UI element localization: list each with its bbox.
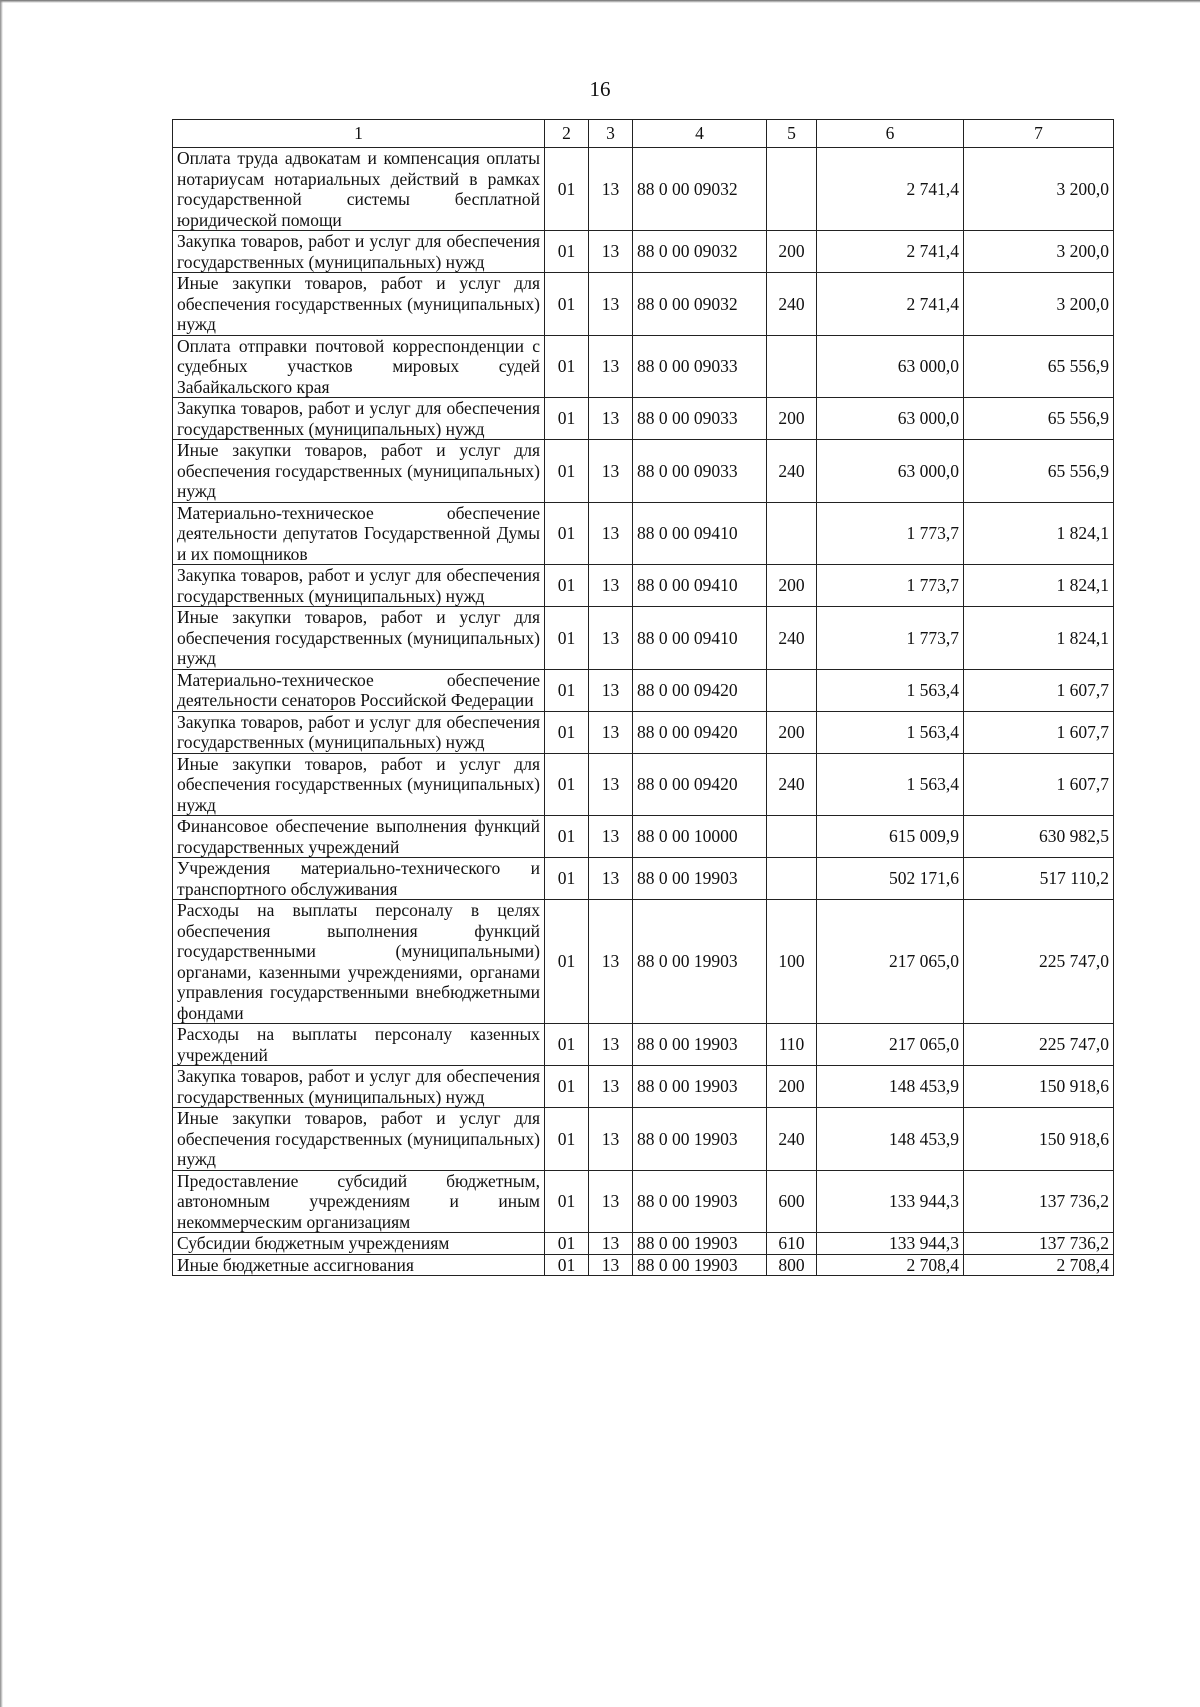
table-row xyxy=(173,1170,1114,1233)
row-amount-year-1: 1 773,7 xyxy=(817,502,964,565)
row-section-code: 01 xyxy=(545,502,589,565)
row-target-article: 88 0 00 09032 xyxy=(633,273,767,336)
header-col-2: 2 xyxy=(545,120,589,148)
page-number: 16 xyxy=(589,77,611,101)
row-subsection-code: 13 xyxy=(589,1170,633,1233)
row-amount-year-1: 148 453,9 xyxy=(817,1066,964,1108)
row-description: Расходы на выплаты персоналу казенных учреждений xyxy=(173,1024,545,1066)
row-expense-type: 240 xyxy=(767,1108,817,1171)
row-section-code: 01 xyxy=(545,231,589,273)
row-description: Материально-техническое обеспечение деятельности депутатов Государственной Думы и их помощников xyxy=(173,502,545,565)
row-expense-type: 240 xyxy=(767,273,817,336)
row-description: Иные закупки товаров, работ и услуг для обеспечения государственных (муниципальных) нужд xyxy=(173,1108,545,1171)
row-expense-type xyxy=(767,148,817,231)
row-target-article: 88 0 00 10000 xyxy=(633,816,767,858)
row-amount-year-2: 65 556,9 xyxy=(964,440,1114,503)
row-subsection-code: 13 xyxy=(589,231,633,273)
row-target-article: 88 0 00 09410 xyxy=(633,502,767,565)
table-row xyxy=(173,502,1114,565)
table-row xyxy=(173,148,1114,231)
row-amount-year-2: 517 110,2 xyxy=(964,858,1114,900)
row-target-article: 88 0 00 09410 xyxy=(633,565,767,607)
row-section-code: 01 xyxy=(545,858,589,900)
row-amount-year-1: 1 563,4 xyxy=(817,711,964,753)
row-target-article: 88 0 00 19903 xyxy=(633,900,767,1024)
row-description: Оплата отправки почтовой корреспонденции с судебных участков мировых судей Забайкальского края xyxy=(173,335,545,398)
scan-edge-left xyxy=(0,0,3,1707)
row-section-code: 01 xyxy=(545,565,589,607)
row-subsection-code: 13 xyxy=(589,669,633,711)
row-amount-year-1: 2 741,4 xyxy=(817,148,964,231)
row-amount-year-1: 1 563,4 xyxy=(817,753,964,816)
row-section-code: 01 xyxy=(545,335,589,398)
row-target-article: 88 0 00 19903 xyxy=(633,1066,767,1108)
table-row xyxy=(173,816,1114,858)
row-description: Расходы на выплаты персоналу в целях обеспечения выполнения функций государственными (муниципальными) органами, казенными учреждениями, органами управления государственными внебюджетными фондами xyxy=(173,900,545,1024)
row-description: Материально-техническое обеспечение деятельности сенаторов Российской Федерации xyxy=(173,669,545,711)
row-subsection-code: 13 xyxy=(589,1108,633,1171)
table-row xyxy=(173,858,1114,900)
table-row xyxy=(173,1254,1114,1276)
header-col-3: 3 xyxy=(589,120,633,148)
row-amount-year-1: 2 741,4 xyxy=(817,231,964,273)
row-amount-year-2: 3 200,0 xyxy=(964,148,1114,231)
row-expense-type: 110 xyxy=(767,1024,817,1066)
table-row xyxy=(173,1066,1114,1108)
row-amount-year-2: 1 824,1 xyxy=(964,565,1114,607)
row-amount-year-2: 225 747,0 xyxy=(964,1024,1114,1066)
row-description: Финансовое обеспечение выполнения функций государственных учреждений xyxy=(173,816,545,858)
table-row xyxy=(173,398,1114,440)
row-target-article: 88 0 00 09410 xyxy=(633,607,767,670)
table-row xyxy=(173,335,1114,398)
row-amount-year-1: 63 000,0 xyxy=(817,440,964,503)
row-expense-type xyxy=(767,502,817,565)
row-expense-type xyxy=(767,669,817,711)
row-amount-year-2: 65 556,9 xyxy=(964,335,1114,398)
row-expense-type: 200 xyxy=(767,1066,817,1108)
row-description: Закупка товаров, работ и услуг для обеспечения государственных (муниципальных) нужд xyxy=(173,565,545,607)
table-row xyxy=(173,607,1114,670)
row-description: Иные бюджетные ассигнования xyxy=(173,1254,545,1276)
row-amount-year-1: 2 741,4 xyxy=(817,273,964,336)
scan-edge-top xyxy=(0,0,1200,3)
row-section-code: 01 xyxy=(545,669,589,711)
row-amount-year-1: 63 000,0 xyxy=(817,335,964,398)
row-section-code: 01 xyxy=(545,753,589,816)
row-amount-year-2: 1 607,7 xyxy=(964,711,1114,753)
table-row xyxy=(173,1233,1114,1255)
row-target-article: 88 0 00 09033 xyxy=(633,440,767,503)
header-col-7: 7 xyxy=(964,120,1114,148)
row-amount-year-1: 1 773,7 xyxy=(817,565,964,607)
row-amount-year-1: 217 065,0 xyxy=(817,1024,964,1066)
row-expense-type xyxy=(767,335,817,398)
row-expense-type: 200 xyxy=(767,398,817,440)
row-amount-year-2: 1 607,7 xyxy=(964,753,1114,816)
row-description: Иные закупки товаров, работ и услуг для обеспечения государственных (муниципальных) нужд xyxy=(173,753,545,816)
row-description: Иные закупки товаров, работ и услуг для обеспечения государственных (муниципальных) нужд xyxy=(173,607,545,670)
row-amount-year-1: 1 563,4 xyxy=(817,669,964,711)
row-subsection-code: 13 xyxy=(589,753,633,816)
row-amount-year-2: 1 824,1 xyxy=(964,502,1114,565)
row-amount-year-2: 3 200,0 xyxy=(964,231,1114,273)
table-row xyxy=(173,753,1114,816)
row-section-code: 01 xyxy=(545,607,589,670)
row-amount-year-2: 2 708,4 xyxy=(964,1254,1114,1276)
table-row xyxy=(173,1108,1114,1171)
row-section-code: 01 xyxy=(545,1233,589,1255)
table-row xyxy=(173,565,1114,607)
row-amount-year-2: 1 824,1 xyxy=(964,607,1114,670)
row-subsection-code: 13 xyxy=(589,1254,633,1276)
row-expense-type: 600 xyxy=(767,1170,817,1233)
row-subsection-code: 13 xyxy=(589,398,633,440)
table-row xyxy=(173,440,1114,503)
row-section-code: 01 xyxy=(545,816,589,858)
row-description: Закупка товаров, работ и услуг для обеспечения государственных (муниципальных) нужд xyxy=(173,398,545,440)
row-section-code: 01 xyxy=(545,1254,589,1276)
row-expense-type: 240 xyxy=(767,753,817,816)
row-description: Закупка товаров, работ и услуг для обеспечения государственных (муниципальных) нужд xyxy=(173,1066,545,1108)
header-col-6: 6 xyxy=(817,120,964,148)
row-section-code: 01 xyxy=(545,1170,589,1233)
row-target-article: 88 0 00 19903 xyxy=(633,1254,767,1276)
row-target-article: 88 0 00 09420 xyxy=(633,711,767,753)
row-description: Иные закупки товаров, работ и услуг для обеспечения государственных (муниципальных) нужд xyxy=(173,273,545,336)
row-target-article: 88 0 00 19903 xyxy=(633,858,767,900)
header-col-4: 4 xyxy=(633,120,767,148)
row-amount-year-2: 1 607,7 xyxy=(964,669,1114,711)
row-amount-year-1: 2 708,4 xyxy=(817,1254,964,1276)
row-target-article: 88 0 00 19903 xyxy=(633,1024,767,1066)
row-target-article: 88 0 00 09033 xyxy=(633,398,767,440)
row-section-code: 01 xyxy=(545,398,589,440)
table-row xyxy=(173,669,1114,711)
row-expense-type xyxy=(767,858,817,900)
row-subsection-code: 13 xyxy=(589,816,633,858)
row-subsection-code: 13 xyxy=(589,335,633,398)
header-row xyxy=(173,120,1114,148)
row-subsection-code: 13 xyxy=(589,502,633,565)
row-amount-year-1: 502 171,6 xyxy=(817,858,964,900)
row-subsection-code: 13 xyxy=(589,1024,633,1066)
row-amount-year-1: 63 000,0 xyxy=(817,398,964,440)
table-header xyxy=(173,120,1114,148)
row-subsection-code: 13 xyxy=(589,565,633,607)
row-expense-type: 200 xyxy=(767,711,817,753)
row-description: Оплата труда адвокатам и компенсация оплаты нотариусам нотариальных действий в рамках государственной системы бесплатной юридической помощи xyxy=(173,148,545,231)
row-amount-year-2: 137 736,2 xyxy=(964,1233,1114,1255)
row-description: Предоставление субсидий бюджетным, автономным учреждениям и иным некоммерческим организациям xyxy=(173,1170,545,1233)
row-section-code: 01 xyxy=(545,900,589,1024)
row-description: Закупка товаров, работ и услуг для обеспечения государственных (муниципальных) нужд xyxy=(173,711,545,753)
row-expense-type: 200 xyxy=(767,565,817,607)
row-expense-type xyxy=(767,816,817,858)
row-amount-year-2: 630 982,5 xyxy=(964,816,1114,858)
row-section-code: 01 xyxy=(545,1108,589,1171)
row-amount-year-2: 150 918,6 xyxy=(964,1108,1114,1171)
row-amount-year-1: 1 773,7 xyxy=(817,607,964,670)
row-subsection-code: 13 xyxy=(589,148,633,231)
row-target-article: 88 0 00 19903 xyxy=(633,1108,767,1171)
row-expense-type: 240 xyxy=(767,607,817,670)
row-description: Иные закупки товаров, работ и услуг для обеспечения государственных (муниципальных) нужд xyxy=(173,440,545,503)
row-target-article: 88 0 00 19903 xyxy=(633,1170,767,1233)
row-section-code: 01 xyxy=(545,440,589,503)
table-row xyxy=(173,900,1114,1024)
row-subsection-code: 13 xyxy=(589,273,633,336)
row-subsection-code: 13 xyxy=(589,607,633,670)
row-amount-year-1: 217 065,0 xyxy=(817,900,964,1024)
row-subsection-code: 13 xyxy=(589,711,633,753)
row-target-article: 88 0 00 09032 xyxy=(633,231,767,273)
row-expense-type: 240 xyxy=(767,440,817,503)
header-col-5: 5 xyxy=(767,120,817,148)
table-row xyxy=(173,711,1114,753)
row-amount-year-1: 133 944,3 xyxy=(817,1233,964,1255)
budget-table xyxy=(172,119,1114,1276)
row-description: Закупка товаров, работ и услуг для обеспечения государственных (муниципальных) нужд xyxy=(173,231,545,273)
row-amount-year-2: 3 200,0 xyxy=(964,273,1114,336)
row-amount-year-2: 137 736,2 xyxy=(964,1170,1114,1233)
row-amount-year-1: 148 453,9 xyxy=(817,1108,964,1171)
row-target-article: 88 0 00 09032 xyxy=(633,148,767,231)
table-row xyxy=(173,1024,1114,1066)
row-subsection-code: 13 xyxy=(589,1066,633,1108)
row-amount-year-1: 615 009,9 xyxy=(817,816,964,858)
row-section-code: 01 xyxy=(545,273,589,336)
row-amount-year-1: 133 944,3 xyxy=(817,1170,964,1233)
row-section-code: 01 xyxy=(545,711,589,753)
row-target-article: 88 0 00 09420 xyxy=(633,753,767,816)
row-expense-type: 200 xyxy=(767,231,817,273)
row-expense-type: 100 xyxy=(767,900,817,1024)
row-section-code: 01 xyxy=(545,1024,589,1066)
row-amount-year-2: 225 747,0 xyxy=(964,900,1114,1024)
row-target-article: 88 0 00 09420 xyxy=(633,669,767,711)
row-description: Учреждения материально-технического и транспортного обслуживания xyxy=(173,858,545,900)
table-body xyxy=(173,148,1114,1276)
row-subsection-code: 13 xyxy=(589,858,633,900)
row-target-article: 88 0 00 09033 xyxy=(633,335,767,398)
table-row xyxy=(173,273,1114,336)
row-subsection-code: 13 xyxy=(589,440,633,503)
row-subsection-code: 13 xyxy=(589,1233,633,1255)
row-section-code: 01 xyxy=(545,1066,589,1108)
header-col-1: 1 xyxy=(173,120,545,148)
row-subsection-code: 13 xyxy=(589,900,633,1024)
row-amount-year-2: 65 556,9 xyxy=(964,398,1114,440)
row-expense-type: 800 xyxy=(767,1254,817,1276)
row-description: Субсидии бюджетным учреждениям xyxy=(173,1233,545,1255)
row-target-article: 88 0 00 19903 xyxy=(633,1233,767,1255)
row-section-code: 01 xyxy=(545,148,589,231)
table-row xyxy=(173,231,1114,273)
row-expense-type: 610 xyxy=(767,1233,817,1255)
row-amount-year-2: 150 918,6 xyxy=(964,1066,1114,1108)
